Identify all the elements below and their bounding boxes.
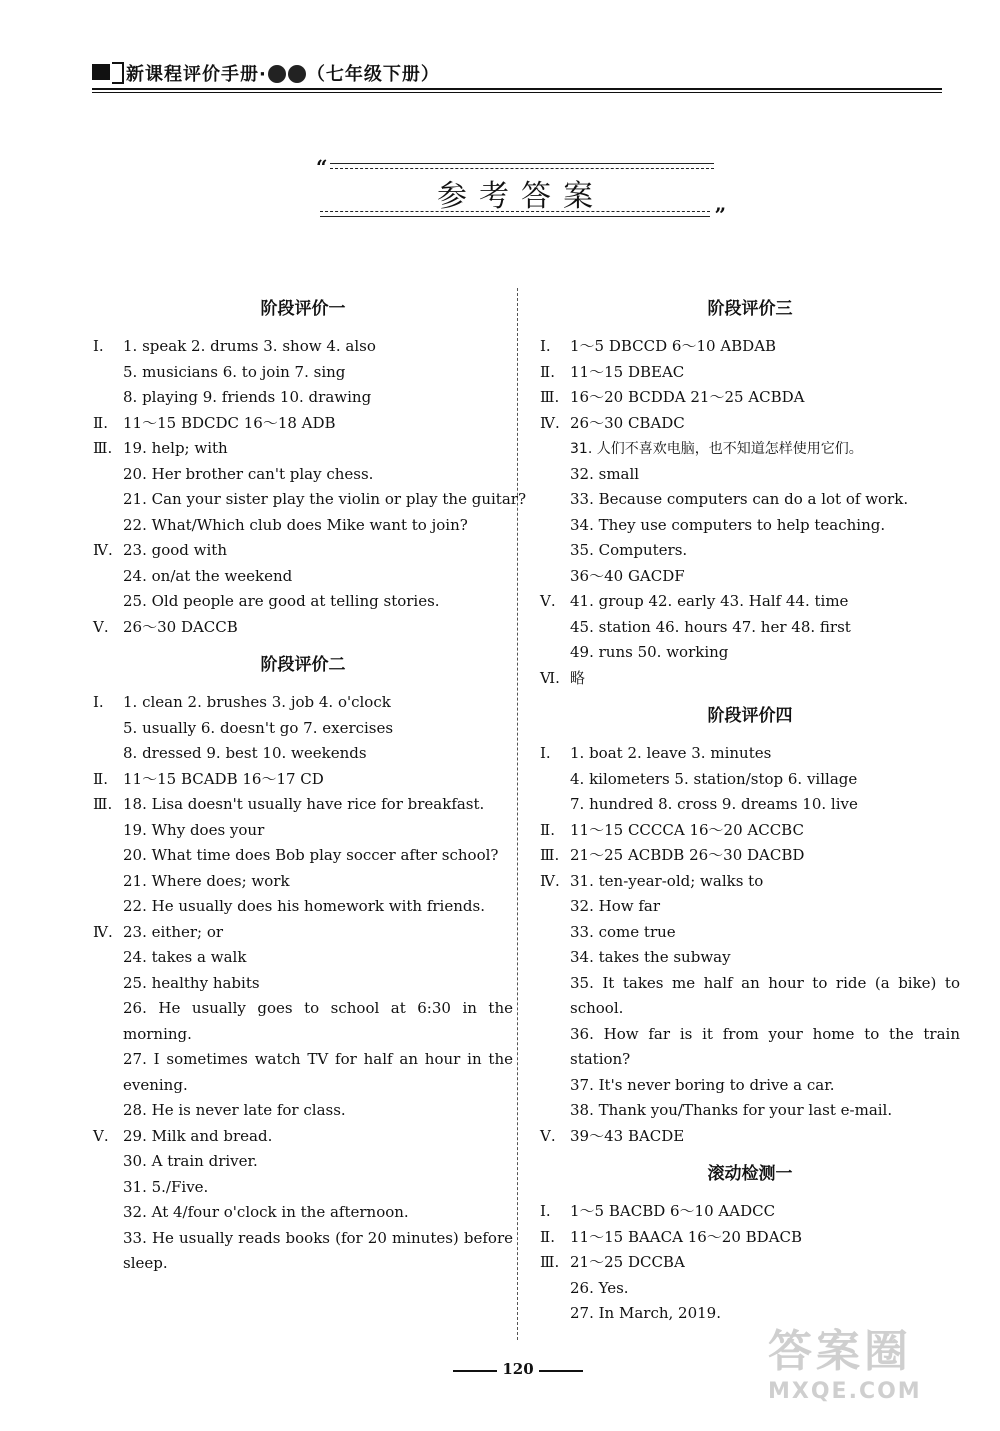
- header-title-right: （七年级下册）: [306, 64, 440, 85]
- header-rule: [92, 88, 942, 90]
- answer-line: Ⅳ. 26～30 CBADC: [540, 411, 960, 437]
- page-header: [92, 58, 942, 86]
- roman-numeral: Ⅲ.: [540, 388, 560, 406]
- answer-line: 19. Why does your: [123, 820, 265, 839]
- page-number: 120: [502, 1360, 534, 1378]
- page-footer: [453, 1360, 583, 1382]
- open-quote-icon: “: [316, 155, 328, 179]
- answer-line: Ⅰ. 1～5 BACBD 6～10 AADCC: [540, 1199, 960, 1225]
- page-title: 参考答案: [437, 179, 605, 214]
- section-title: 阶段评价三: [707, 299, 793, 319]
- header-title-left: 新课程评价手册·: [126, 64, 267, 85]
- answer-line: 32. How far: [570, 897, 661, 915]
- answer-line: Ⅲ. 19. help; with: [93, 436, 513, 462]
- header-rule-thin: [92, 92, 942, 93]
- answer-line: 33. He usually reads books (for 20 minutes) before sleep.: [123, 1228, 513, 1272]
- answer-line: 38. Thank you/Thanks for your last e-mail.: [570, 1101, 893, 1119]
- roman-numeral: Ⅵ.: [540, 668, 560, 687]
- answer-line: 5. usually 6. doesn't go 7. exercises: [123, 718, 394, 737]
- answer-line: 49. runs 50. working: [570, 643, 729, 661]
- answer-line: 22. What/Which club does Mike want to join?: [123, 515, 468, 534]
- roman-numeral: Ⅰ.: [540, 1202, 551, 1220]
- answer-line: 35. It takes me half an hour to ride (a bike) to school.: [570, 973, 960, 1017]
- answer-line: 31. 5./Five.: [123, 1177, 209, 1196]
- answer-line: Ⅵ. 略: [540, 666, 960, 692]
- roman-numeral: Ⅱ.: [540, 820, 555, 839]
- answer-line: Ⅲ. 18. Lisa doesn't usually have rice for breakfast.: [93, 792, 513, 818]
- roman-numeral: Ⅲ.: [540, 1253, 560, 1271]
- answer-line: 45. station 46. hours 47. her 48. first: [570, 617, 851, 636]
- answer-line: Ⅳ. 31. ten-year-old; walks to: [540, 869, 960, 895]
- roman-numeral: Ⅲ.: [93, 439, 113, 457]
- watermark-url: MXQE.COM: [768, 1379, 922, 1404]
- answer-line: Ⅴ. 41. group 42. early 43. Half 44. time: [540, 589, 960, 615]
- answer-line: Ⅰ. 1. speak 2. drums 3. show 4. also: [93, 334, 513, 360]
- roman-numeral: Ⅲ.: [540, 846, 560, 864]
- section-title: 阶段评价二: [260, 655, 346, 675]
- header-title: [126, 60, 440, 86]
- answer-line: 30. A train driver.: [123, 1152, 258, 1170]
- answer-line: 8. dressed 9. best 10. weekends: [123, 744, 367, 762]
- answer-line: 26. He usually goes to school at 6:30 in the morning.: [123, 999, 513, 1043]
- answer-line: 33. Because computers can do a lot of work.: [570, 490, 909, 508]
- answer-line: Ⅲ. 21～25 ACBDB 26～30 DACBD: [540, 843, 960, 869]
- answer-line: Ⅱ. 11～15 BCADB 16～17 CD: [93, 767, 513, 793]
- answer-line: Ⅱ. 11～15 CCCCA 16～20 ACCBC: [540, 818, 960, 844]
- answer-line: 20. What time does Bob play soccer after school?: [123, 846, 499, 864]
- roman-numeral: Ⅰ.: [540, 337, 551, 355]
- answer-line: 24. on/at the weekend: [123, 566, 293, 585]
- answer-line: 4. kilometers 5. station/stop 6. village: [570, 769, 858, 788]
- answer-line: 8. playing 9. friends 10. drawing: [123, 388, 372, 406]
- series-badge-icon: [268, 65, 286, 83]
- answer-line: 25. healthy habits: [123, 973, 260, 992]
- roman-numeral: Ⅱ.: [540, 1227, 555, 1246]
- left-column: [93, 292, 526, 1277]
- answer-line: Ⅴ. 26～30 DACCB: [93, 615, 513, 641]
- column-divider: [517, 288, 518, 1340]
- answer-line: 7. hundred 8. cross 9. dreams 10. live: [570, 795, 858, 813]
- book-logo-icon: [92, 64, 110, 80]
- section-title: 阶段评价一: [260, 299, 346, 319]
- roman-numeral: Ⅴ.: [93, 617, 109, 636]
- roman-numeral: Ⅱ.: [93, 769, 108, 788]
- watermark-text: 答案圈: [768, 1326, 912, 1377]
- roman-numeral: Ⅴ.: [540, 1126, 556, 1145]
- book-logo-mark-icon: [112, 62, 124, 84]
- roman-numeral: Ⅳ.: [93, 922, 113, 941]
- answer-line: 21. Can your sister play the violin or play the guitar?: [123, 490, 526, 508]
- section-title: 滚动检测一: [707, 1164, 793, 1184]
- roman-numeral: Ⅴ.: [93, 1126, 109, 1145]
- watermark-logo: [768, 1315, 978, 1405]
- answer-line: 35. Computers.: [570, 541, 688, 559]
- answer-line: 24. takes a walk: [123, 948, 247, 966]
- banner-rule: [330, 163, 714, 164]
- answer-line: 20. Her brother can't play chess.: [123, 464, 374, 483]
- roman-numeral: Ⅰ.: [93, 693, 104, 711]
- right-column: [540, 292, 960, 1327]
- answer-line: Ⅰ. 1. boat 2. leave 3. minutes: [540, 741, 960, 767]
- answer-line: Ⅳ. 23. either; or: [93, 920, 513, 946]
- answer-line: Ⅰ. 1. clean 2. brushes 3. job 4. o'clock: [93, 690, 513, 716]
- answer-line: 26. Yes.: [570, 1278, 629, 1297]
- answer-line: Ⅴ. 39～43 BACDE: [540, 1124, 960, 1150]
- answer-line: 5. musicians 6. to join 7. sing: [123, 362, 346, 381]
- answer-line: Ⅱ. 11～15 BDCDC 16～18 ADB: [93, 411, 513, 437]
- roman-numeral: Ⅱ.: [93, 413, 108, 432]
- roman-numeral: Ⅴ.: [540, 592, 556, 610]
- section-title: 阶段评价四: [707, 706, 793, 726]
- roman-numeral: Ⅱ.: [540, 362, 555, 381]
- answer-key-banner: [316, 155, 726, 230]
- roman-numeral: Ⅰ.: [540, 744, 551, 762]
- footer-ornament-left: [453, 1370, 497, 1372]
- answer-line: 37. It's never boring to drive a car.: [570, 1075, 835, 1094]
- answer-line: 25. Old people are good at telling stories.: [123, 592, 440, 610]
- close-quote-icon: ”: [714, 203, 726, 227]
- answer-line: 32. At 4/four o'clock in the afternoon.: [123, 1203, 409, 1221]
- roman-numeral: Ⅰ.: [93, 337, 104, 355]
- answer-line: Ⅲ. 16～20 BCDDA 21～25 ACBDA: [540, 385, 960, 411]
- roman-numeral: Ⅳ.: [540, 871, 560, 890]
- roman-numeral: Ⅲ.: [93, 795, 113, 813]
- series-badge-icon: [288, 65, 306, 83]
- answer-line: Ⅰ. 1～5 DBCCD 6～10 ABDAB: [540, 334, 960, 360]
- roman-numeral: Ⅳ.: [540, 413, 560, 432]
- answer-line: 32. small: [570, 464, 640, 483]
- answer-line: 27. I sometimes watch TV for half an hour in the evening.: [123, 1050, 513, 1094]
- answer-line: Ⅴ. 29. Milk and bread.: [93, 1124, 513, 1150]
- footer-ornament-right: [539, 1370, 583, 1372]
- answer-line: 34. takes the subway: [570, 948, 731, 966]
- answer-line: Ⅱ. 11～15 BAACA 16～20 BDACB: [540, 1225, 960, 1251]
- answer-line: 33. come true: [570, 922, 676, 941]
- answer-line: 31. 人们不喜欢电脑，也不知道怎样使用它们。: [570, 441, 863, 457]
- answer-line: 36～40 GACDF: [570, 566, 685, 585]
- answer-line: 27. In March, 2019.: [570, 1304, 721, 1322]
- banner-rule-dashed: [320, 211, 710, 212]
- answer-line: 34. They use computers to help teaching.: [570, 515, 886, 534]
- roman-numeral: Ⅳ.: [93, 541, 113, 559]
- answer-line: Ⅱ. 11～15 DBEAC: [540, 360, 960, 386]
- answer-line: 36. How far is it from your home to the train station?: [570, 1024, 960, 1068]
- answer-line: Ⅳ. 23. good with: [93, 538, 513, 564]
- banner-rule-dashed: [330, 168, 714, 169]
- answer-line: 21. Where does; work: [123, 871, 290, 890]
- answer-line: Ⅲ. 21～25 DCCBA: [540, 1250, 960, 1276]
- answer-line: 28. He is never late for class.: [123, 1101, 346, 1119]
- answer-line: 22. He usually does his homework with friends.: [123, 897, 485, 915]
- banner-rule: [320, 216, 710, 217]
